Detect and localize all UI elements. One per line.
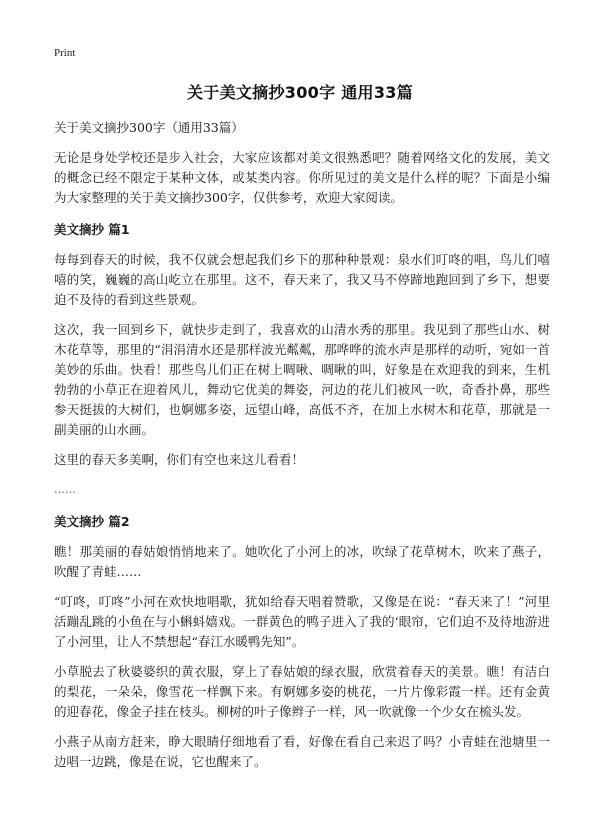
section-1-paragraph-3: 这里的春天多美啊，你们有空也来这儿看看！	[54, 452, 305, 467]
document-body	[54, 118, 550, 782]
section-1-paragraph-2: 这次，我一回到乡下，就快步走到了，我喜欢的山清水秀的那里。我见到了那些山水、树木花草等，那里的“涓涓清水还是那样波光粼粼，那哗哗的流水声是那样的动听，宛如一首美妙的乐曲。快看！那些鸟儿们正在树上啁啾、啁啾的叫，好象是在欢迎我的到来，生机勃勃的小草正在迎着风儿，舞动它优美的舞姿，河边的花儿们被风一吹，奇香扑鼻，那些参天挺拔的大树们，也婀娜多姿，远望山峰，高低不齐，在加上水树木和花草，那就是一副美丽的山水画。	[54, 322, 550, 437]
section-2-paragraph-1: 瞧！那美丽的春姑娘悄悄地来了。她吹化了小河上的冰，吹绿了花草树木，吹来了燕子，吹醒了青蛙……	[54, 544, 550, 579]
section-1-paragraph-1: 每每到春天的时候，我不仅就会想起我们乡下的那种种景观：泉水们叮咚的唱，鸟儿们嘻嘻的笑，巍巍的高山屹立在那里。这不，春天来了，我又马不停蹄地跑回到了乡下，想要迫不及待的看到这些景观。	[54, 252, 550, 307]
section-2-paragraph-4: 小燕子从南方赶来，睁大眼睛仔细地看了看，好像在看自己来迟了吗？小青蛙在池塘里一边唱一边跳，像是在说，它也醒来了。	[54, 734, 550, 769]
section-2-paragraph-2: “叮咚，叮咚”小河在欢快地唱歌，犹如给春天唱着赞歌，又像是在说：“春天来了！”河里活蹦乱跳的小鱼在与小蝌蚪嬉戏。一群黄色的鸭子进入了我的‘眼帘，它们迫不及待地游进了小河里，让人不禁想起“春江水暖鸭先知”。	[54, 594, 550, 649]
print-label[interactable]: Print	[54, 47, 76, 59]
section-2-heading: 美文摘抄 篇2	[54, 514, 130, 529]
intro-paragraph: 无论是身处学校还是步入社会，大家应该都对美文很熟悉吧？随着网络文化的发展，美文的概念已经不限定于某种文体，或某类内容。你所见过的美文是什么样的呢？下面是小编为大家整理的关于美文摘抄300字，仅供参考，欢迎大家阅读。	[54, 150, 550, 205]
section-ellipsis: ……	[54, 483, 76, 496]
section-1-heading: 美文摘抄 篇1	[54, 222, 130, 237]
section-2-paragraph-3: 小草脱去了秋婆婆织的黄衣服，穿上了春姑娘的绿衣服，欣赏着春天的美景。瞧！有洁白的梨花，一朵朵，像雪花一样飘下来。有婀娜多姿的桃花，一片片像彩霞一样。还有金黄的迎春花，像金子挂在枝头。柳树的叶子像辫子一样，风一吹就像一个少女在梳头发。	[54, 664, 550, 719]
document-subtitle: 关于美文摘抄300字（通用33篇）	[54, 120, 244, 135]
page-title: 关于美文摘抄300字 通用33篇	[186, 83, 414, 102]
